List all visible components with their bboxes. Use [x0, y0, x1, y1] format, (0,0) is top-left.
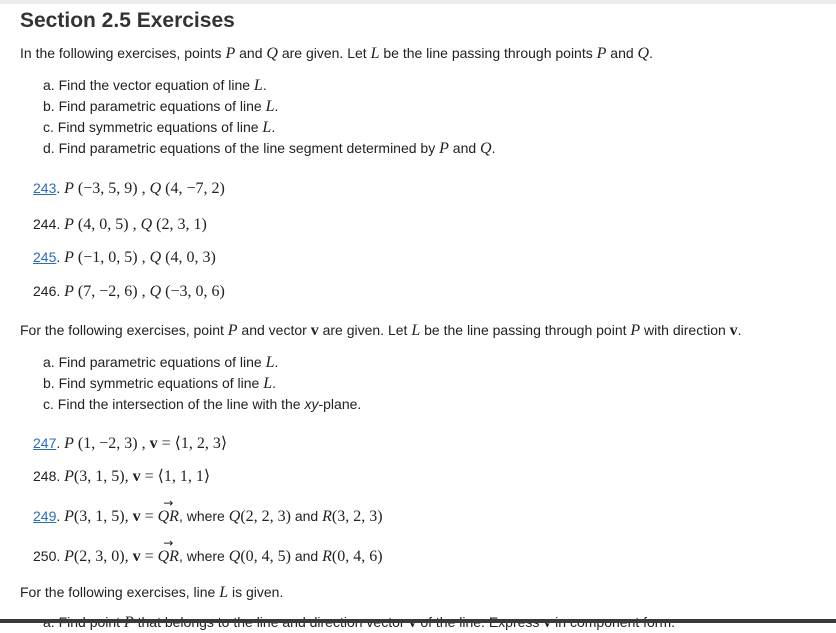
exercise-244: 244. P (4, 0, 5) , Q (2, 3, 1)	[33, 216, 207, 233]
task-item: b. Find parametric equations of line L.	[43, 98, 279, 115]
exercise-250: 250. P(2, 3, 0), v = → QR, where Q(0, 4, 5) and R(0, 4, 6)	[33, 536, 383, 565]
exercise-245: 245. P (−1, 0, 5) , Q (4, 0, 3)	[33, 249, 216, 266]
vector-arrow-icon: →	[163, 536, 174, 550]
group2-task-list	[20, 352, 820, 414]
group1-task-list	[20, 75, 820, 159]
exercise-243: 243. P (−3, 5, 9) , Q (4, −7, 2)	[33, 180, 225, 197]
exercise-248: 248. P(3, 1, 5), v = ⟨1, 1, 1⟩	[33, 468, 211, 485]
exercise-249: 249. P(3, 1, 5), v = → QR, where Q(2, 2, 3) and R(3, 2, 3)	[33, 496, 383, 525]
exercise-247-link[interactable]: 247	[33, 435, 57, 451]
vector-qr: → QR	[157, 536, 179, 565]
top-rule	[0, 0, 836, 4]
exercise-249-link[interactable]: 249	[33, 508, 57, 524]
task-item: c. Find the intersection of the line with the xy-plane.	[43, 396, 362, 412]
task-item: a. Find parametric equations of line L.	[43, 354, 279, 371]
task-item: c. Find symmetric equations of line L.	[43, 119, 276, 136]
bottom-rule	[0, 619, 836, 623]
vector-qr: → QR	[157, 496, 179, 525]
group3-intro: For the following exercises, line L is given.	[20, 584, 284, 601]
section-title: Section 2.5 Exercises	[20, 9, 235, 32]
task-item: b. Find symmetric equations of line L.	[43, 375, 277, 392]
vector-arrow-icon: →	[163, 496, 174, 510]
exercise-245-link[interactable]: 245	[33, 249, 57, 265]
task-item: d. Find parametric equations of the line segment determined by P and Q.	[43, 140, 496, 157]
exercise-246: 246. P (7, −2, 6) , Q (−3, 0, 6)	[33, 283, 225, 300]
exercise-243-link[interactable]: 243	[33, 180, 57, 196]
exercise-page	[20, 8, 820, 633]
exercise-247: 247. P (1, −2, 3) , v = ⟨1, 2, 3⟩	[33, 435, 228, 452]
group1-intro: In the following exercises, points P and Q are given. Let L be the line passing through points P and Q.	[20, 45, 653, 62]
task-item: a. Find the vector equation of line L.	[43, 77, 267, 94]
group2-intro: For the following exercises, point P and vector v are given. Let L be the line passing through point P with direction v.	[20, 322, 742, 339]
